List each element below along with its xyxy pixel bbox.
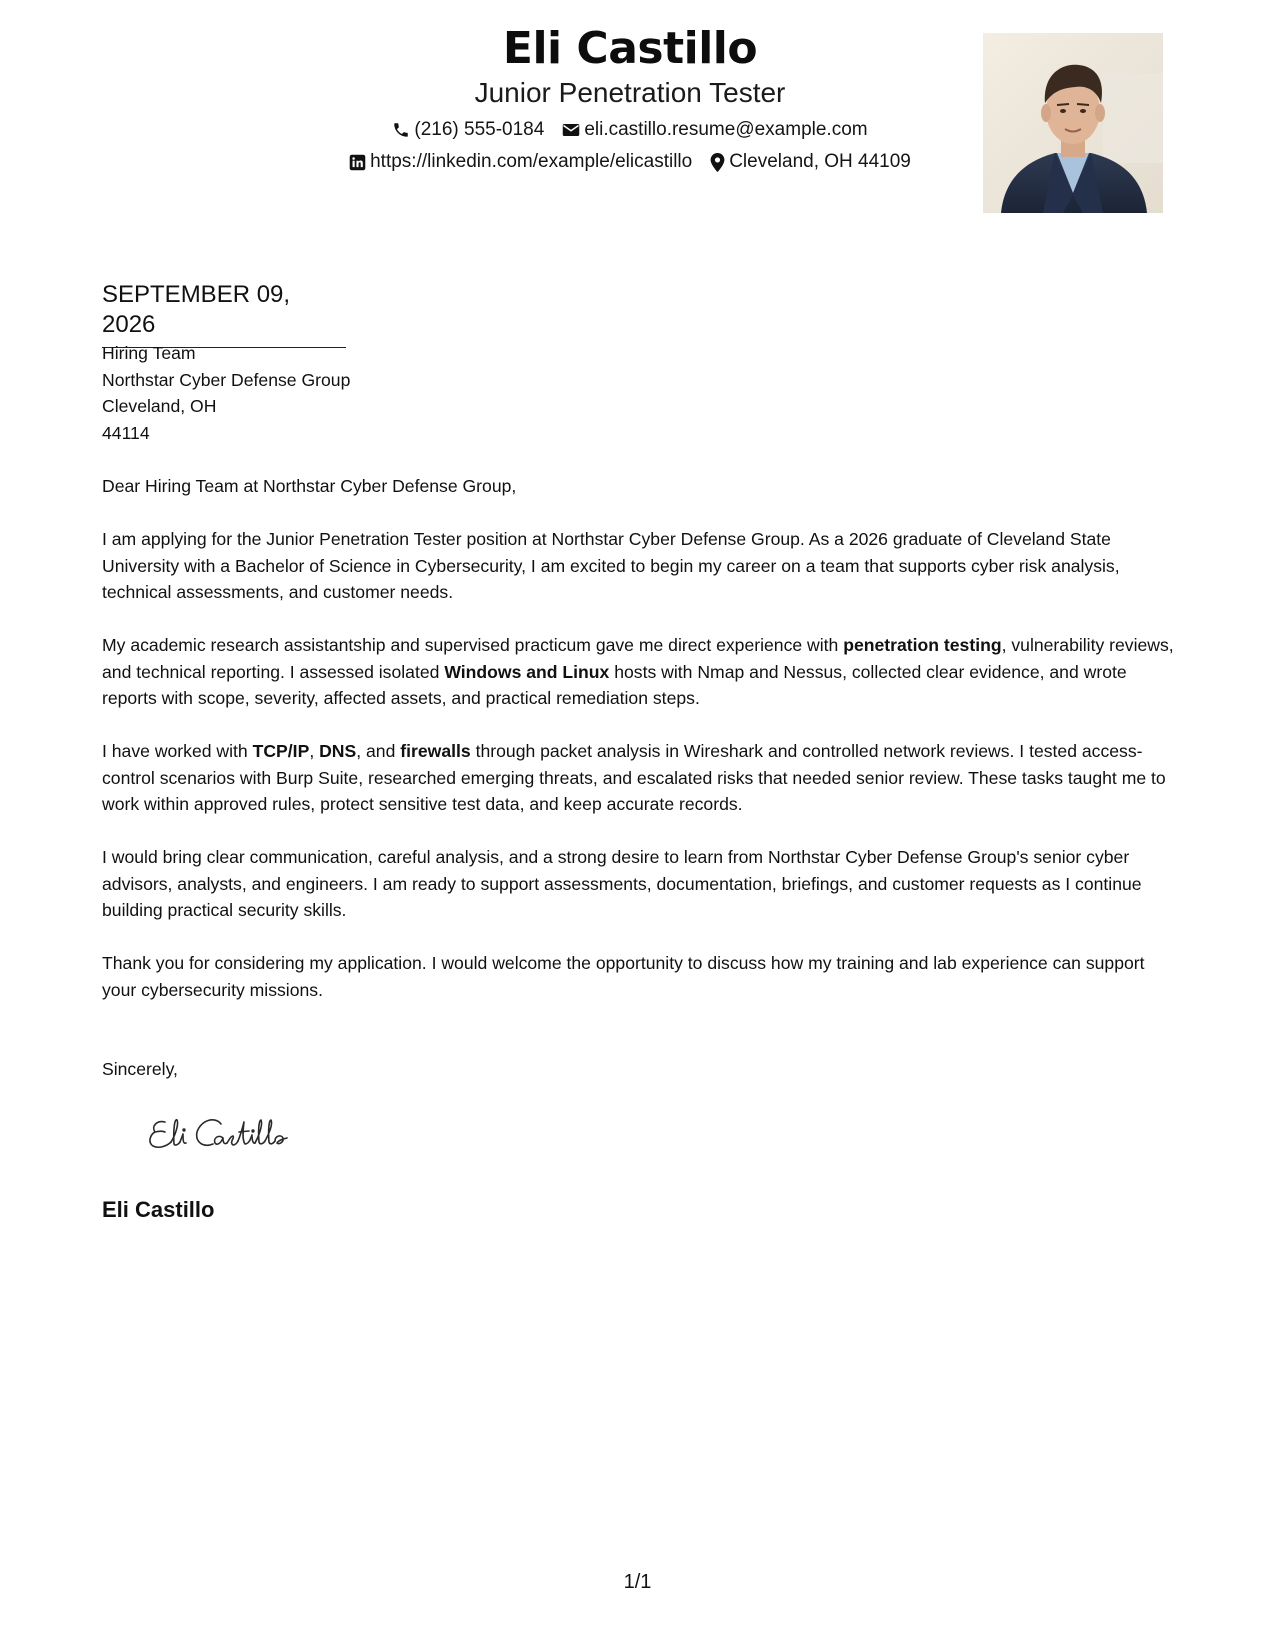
applicant-name: Eli Castillo — [502, 23, 758, 74]
p3-text-d: , and — [356, 741, 401, 761]
closing: Sincerely, — [102, 1059, 178, 1079]
p3-bold-1: TCP/IP — [252, 741, 310, 761]
contact-location — [710, 150, 911, 174]
p3-text-c: , — [309, 741, 320, 761]
paragraph-2 — [102, 632, 1182, 712]
contact-email[interactable] — [562, 118, 867, 142]
map-pin-icon — [710, 153, 725, 172]
recipient-line-2: Northstar Cyber Defense Group — [102, 369, 351, 390]
contact-phone — [392, 118, 544, 142]
phone-number: (216) 555-0184 — [414, 119, 545, 140]
linkedin-icon — [349, 154, 366, 171]
recipient-line-1: Hiring Team — [102, 343, 196, 363]
p3-text-e: through packet analysis in Wireshark and controlled network reviews. I tested access-control scenarios with Burp Suite, researched emerging threats, and escalated risks that needed senior review. These tasks taught me to work within approved rules, protect sensitive test data, and keep accurate records. — [102, 741, 1166, 814]
recipient-line-4: 44114 — [102, 422, 150, 443]
phone-icon — [392, 121, 410, 139]
p2-bold-2: Windows and Linux — [444, 661, 610, 682]
linkedin-url[interactable]: https://linkedin.com/example/elicastillo — [370, 151, 693, 172]
date-block — [102, 280, 346, 348]
p3-text-a: I have worked with — [102, 741, 253, 761]
paragraph-5: Thank you for considering my application. I would welcome the opportunity to discuss how my training and lab experience can support your cybersecurity missions. — [102, 953, 1145, 1000]
p2-text-a: My academic research assistantship and supervised practicum gave me direct experience with — [102, 635, 844, 655]
letter-date: SEPTEMBER 09, 2026 — [102, 280, 346, 348]
location-text: Cleveland, OH 44109 — [729, 151, 911, 172]
contact-linkedin[interactable] — [349, 150, 692, 174]
paragraph-1: I am applying for the Junior Penetration Tester position at Northstar Cyber Defense Group. As a 2026 graduate of Cleveland State University with a Bachelor of Science in Cybersecurity, I am excited to begin my career on a team that supports cyber risk analysis, technical assessments, and customer needs. — [102, 529, 1120, 602]
letter-body — [102, 340, 1182, 1083]
paragraph-4: I would bring clear communication, careful analysis, and a strong desire to learn from Northstar Cyber Defense Group's senior cyber advisors, analysts, and engineers. I am ready to support assessments, documentation, briefings, and customer requests as I continue building practical security skills. — [102, 847, 1142, 920]
recipient-address — [102, 340, 1182, 446]
p3-bold-3: firewalls — [400, 741, 471, 761]
page-number: 1/1 — [623, 1571, 652, 1593]
signer-name: Eli Castillo — [102, 1197, 215, 1222]
p3-bold-2: DNS — [319, 741, 357, 761]
recipient-line-3: Cleveland, OH — [102, 396, 217, 416]
handwritten-signature — [143, 1108, 323, 1160]
applicant-role: Junior Penetration Tester — [474, 77, 786, 108]
envelope-icon — [562, 122, 580, 138]
p2-text-c: , vulnerability reviews, and technical reporting. I assessed isolated — [102, 635, 1174, 682]
salutation: Dear Hiring Team at Northstar Cyber Defense Group, — [102, 476, 517, 496]
headshot-photo — [983, 33, 1163, 213]
p2-text-d: hosts with Nmap and Nessus, collected clear evidence, and wrote reports with scope, severity, affected assets, and practical remediation steps. — [102, 661, 1127, 708]
p2-bold-1: penetration testing — [843, 635, 1002, 655]
email-address[interactable]: eli.castillo.resume@example.com — [584, 119, 868, 140]
paragraph-3 — [102, 738, 1182, 818]
